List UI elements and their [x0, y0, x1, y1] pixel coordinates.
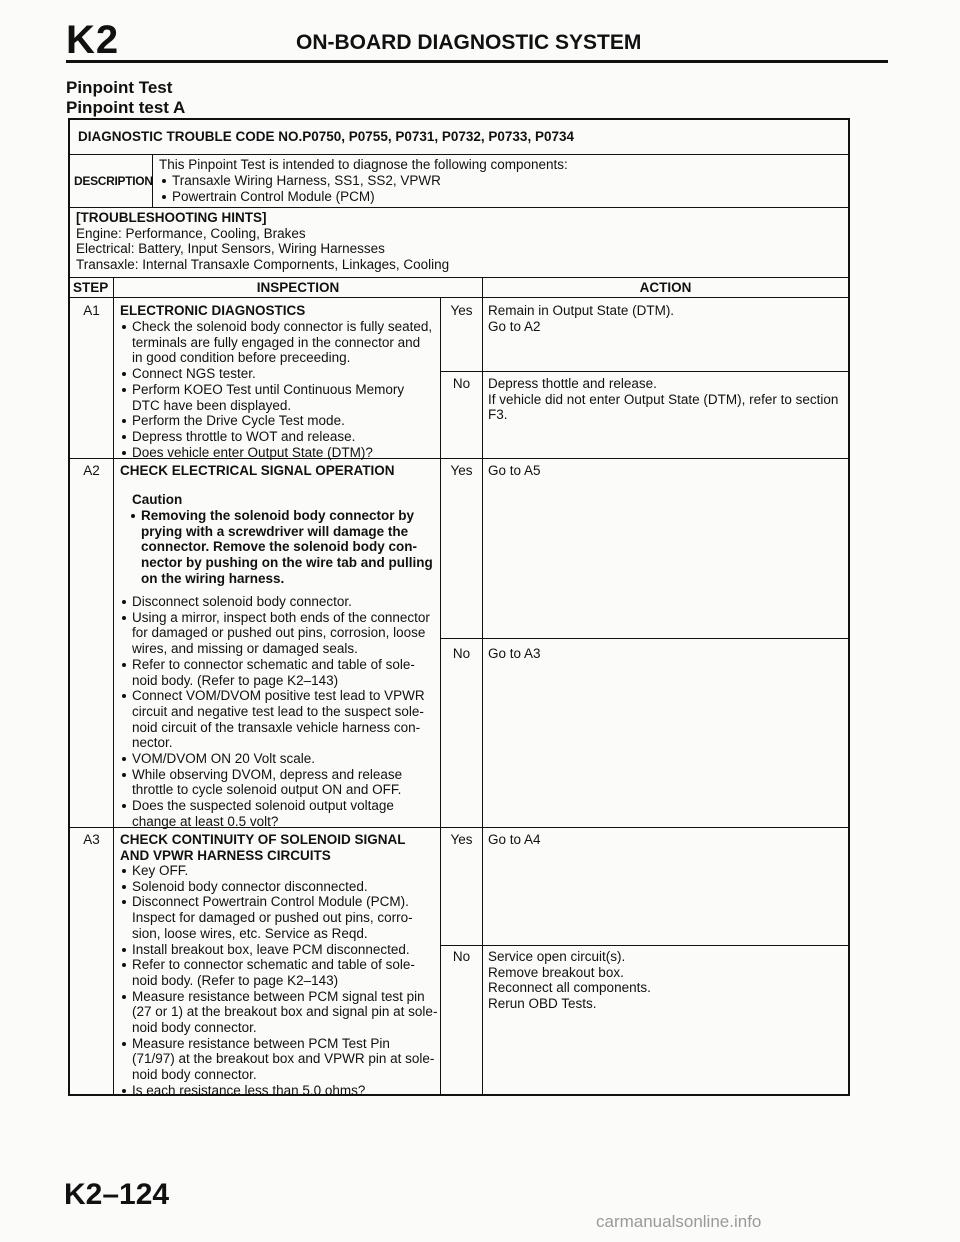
hints-title: [TROUBLESHOOTING HINTS] — [76, 210, 267, 225]
inspection-item: Refer to connector schematic and table of sole- noid body. (Refer to page K2–143) — [119, 957, 437, 988]
description-intro: This Pinpoint Test is intended to diagnose the following components: — [159, 157, 568, 172]
inspection-item: Connect VOM/DVOM positive test lead to VPWR circuit and negative test lead to the suspect sole- noid circuit of the transaxle vehicle harness con- nector. — [119, 688, 430, 751]
page-header — [66, 20, 888, 63]
inspection-item: Install breakout box, leave PCM disconnected. — [119, 942, 437, 958]
action-no-a1: Depress thottle and release. If vehicle did not enter Output State (DTM), refer to section F3. — [488, 376, 839, 423]
inspection-item: While observing DVOM, depress and release throttle to cycle solenoid output ON and OFF. — [119, 767, 430, 798]
inspection-item: VOM/DVOM ON 20 Volt scale. — [119, 751, 430, 767]
description-label: DESCRIPTION — [74, 174, 153, 188]
dtc-title: DIAGNOSTIC TROUBLE CODE NO.P0750, P0755, P0731, P0732, P0733, P0734 — [78, 129, 574, 144]
page-number: K2–124 — [64, 1178, 170, 1211]
action-no-a2: Go to A3 — [488, 646, 541, 661]
inspection-item: Disconnect Powertrain Control Module (PCM). Inspect for damaged or pushed out pins, corro- sion, loose wires, etc. Service as Reqd. — [119, 894, 437, 941]
inspection-item: Connect NGS tester. — [119, 366, 432, 382]
description-item: Transaxle Wiring Harness, SS1, SS2, VPWR — [159, 173, 441, 189]
inspection-item: Does vehicle enter Output State (DTM)? — [119, 445, 432, 461]
description-item: Powertrain Control Module (PCM) — [159, 189, 441, 205]
result-yes-a3: Yes — [450, 832, 473, 847]
inspection-item: Check the solenoid body connector is fully seated, terminals are fully engaged in the connector and in good condition before preceeding. — [119, 319, 432, 366]
caution-item: Removing the solenoid body connector by prying with a screwdriver will damage the connector. Remove the solenoid body con- nector by pushing on the wire tab and pulling on the wiring harness. — [128, 508, 433, 587]
step-title-a2: CHECK ELECTRICAL SIGNAL OPERATION — [120, 463, 395, 478]
rule-a2-yes-no — [440, 638, 848, 639]
result-yes-a1: Yes — [450, 303, 473, 318]
hint-line: Electrical: Battery, Input Sensors, Wiring Harnesses — [76, 241, 385, 257]
watermark: carmanualsonline.info — [596, 1212, 762, 1231]
step-title-a3: CHECK CONTINUITY OF SOLENOID SIGNAL AND VPWR HARNESS CIRCUITS — [120, 832, 406, 863]
inspection-item: Solenoid body connector disconnected. — [119, 879, 437, 895]
heading-line-1: Pinpoint Test — [66, 78, 173, 97]
inspection-item: Using a mirror, inspect both ends of the connector for damaged or pushed out pins, corrosion, loose wires, and missing or damaged seals. — [119, 610, 430, 657]
step-label-a2: A2 — [83, 463, 100, 478]
rule-result-column — [482, 297, 483, 1094]
inspection-item: Depress throttle to WOT and release. — [119, 429, 432, 445]
hint-line: Engine: Performance, Cooling, Brakes — [76, 225, 306, 241]
page-heading — [66, 78, 185, 118]
inspection-item: Perform the Drive Cycle Test mode. — [119, 413, 432, 429]
column-header-inspection: INSPECTION — [256, 280, 340, 295]
caution-title: Caution — [132, 492, 183, 507]
inspection-item: Key OFF. — [119, 863, 437, 879]
hint-line: Transaxle: Internal Transaxle Compornents, Linkages, Cooling — [76, 257, 450, 273]
rule-below-column-headers — [70, 297, 848, 298]
action-yes-a2: Go to A5 — [488, 463, 541, 478]
action-no-a3: Service open circuit(s). Remove breakout box. Reconnect all components. Rerun OBD Tests. — [488, 949, 651, 1012]
column-header-step: STEP — [73, 280, 109, 295]
inspection-list-a2 — [119, 594, 430, 830]
inspection-item: Measure resistance between PCM Test Pin (71/97) at the breakout box and VPWR pin at sole- noid body connector. — [119, 1036, 437, 1083]
inspection-item: Disconnect solenoid body connector. — [119, 594, 430, 610]
inspection-item: Perform KOEO Test until Continuous Memory DTC have been displayed. — [119, 382, 432, 413]
result-no-a1: No — [452, 376, 471, 391]
diagnostic-table — [68, 118, 850, 1096]
rule-inspection-column — [440, 297, 441, 1094]
column-header-action: ACTION — [639, 280, 692, 295]
inspection-list-a3 — [119, 863, 437, 1099]
step-label-a1: A1 — [83, 303, 100, 318]
section-code: K2 — [66, 18, 120, 62]
inspection-item: Is each resistance less than 5.0 ohms? — [119, 1083, 437, 1099]
heading-line-2: Pinpoint test A — [66, 98, 186, 117]
rule-step-column — [113, 277, 114, 1094]
rule-a3-yes-no — [440, 945, 848, 946]
rule-a1-yes-no — [440, 371, 848, 372]
result-yes-a2: Yes — [450, 463, 473, 478]
caution-list — [128, 508, 433, 587]
step-label-a3: A3 — [83, 832, 100, 847]
action-yes-a3: Go to A4 — [488, 832, 541, 847]
result-no-a2: No — [452, 646, 471, 661]
inspection-item: Refer to connector schematic and table of sole- noid body. (Refer to page K2–143) — [119, 657, 430, 688]
inspection-item: Does the suspected solenoid output voltage change at least 0.5 volt? — [119, 798, 430, 829]
inspection-item: Measure resistance between PCM signal test pin (27 or 1) at the breakout box and signal pin at sole- noid body connector. — [119, 989, 437, 1036]
result-no-a3: No — [452, 949, 471, 964]
inspection-list-a1 — [119, 319, 432, 460]
rule-below-hints — [70, 277, 848, 278]
action-yes-a1: Remain in Output State (DTM). Go to A2 — [488, 303, 675, 334]
rule-below-title — [70, 154, 848, 155]
rule-below-description — [70, 207, 848, 208]
section-title: ON-BOARD DIAGNOSTIC SYSTEM — [296, 31, 642, 54]
step-title-a1: ELECTRONIC DIAGNOSTICS — [120, 303, 306, 318]
troubleshooting-hints — [76, 210, 449, 273]
description-list — [159, 173, 441, 204]
